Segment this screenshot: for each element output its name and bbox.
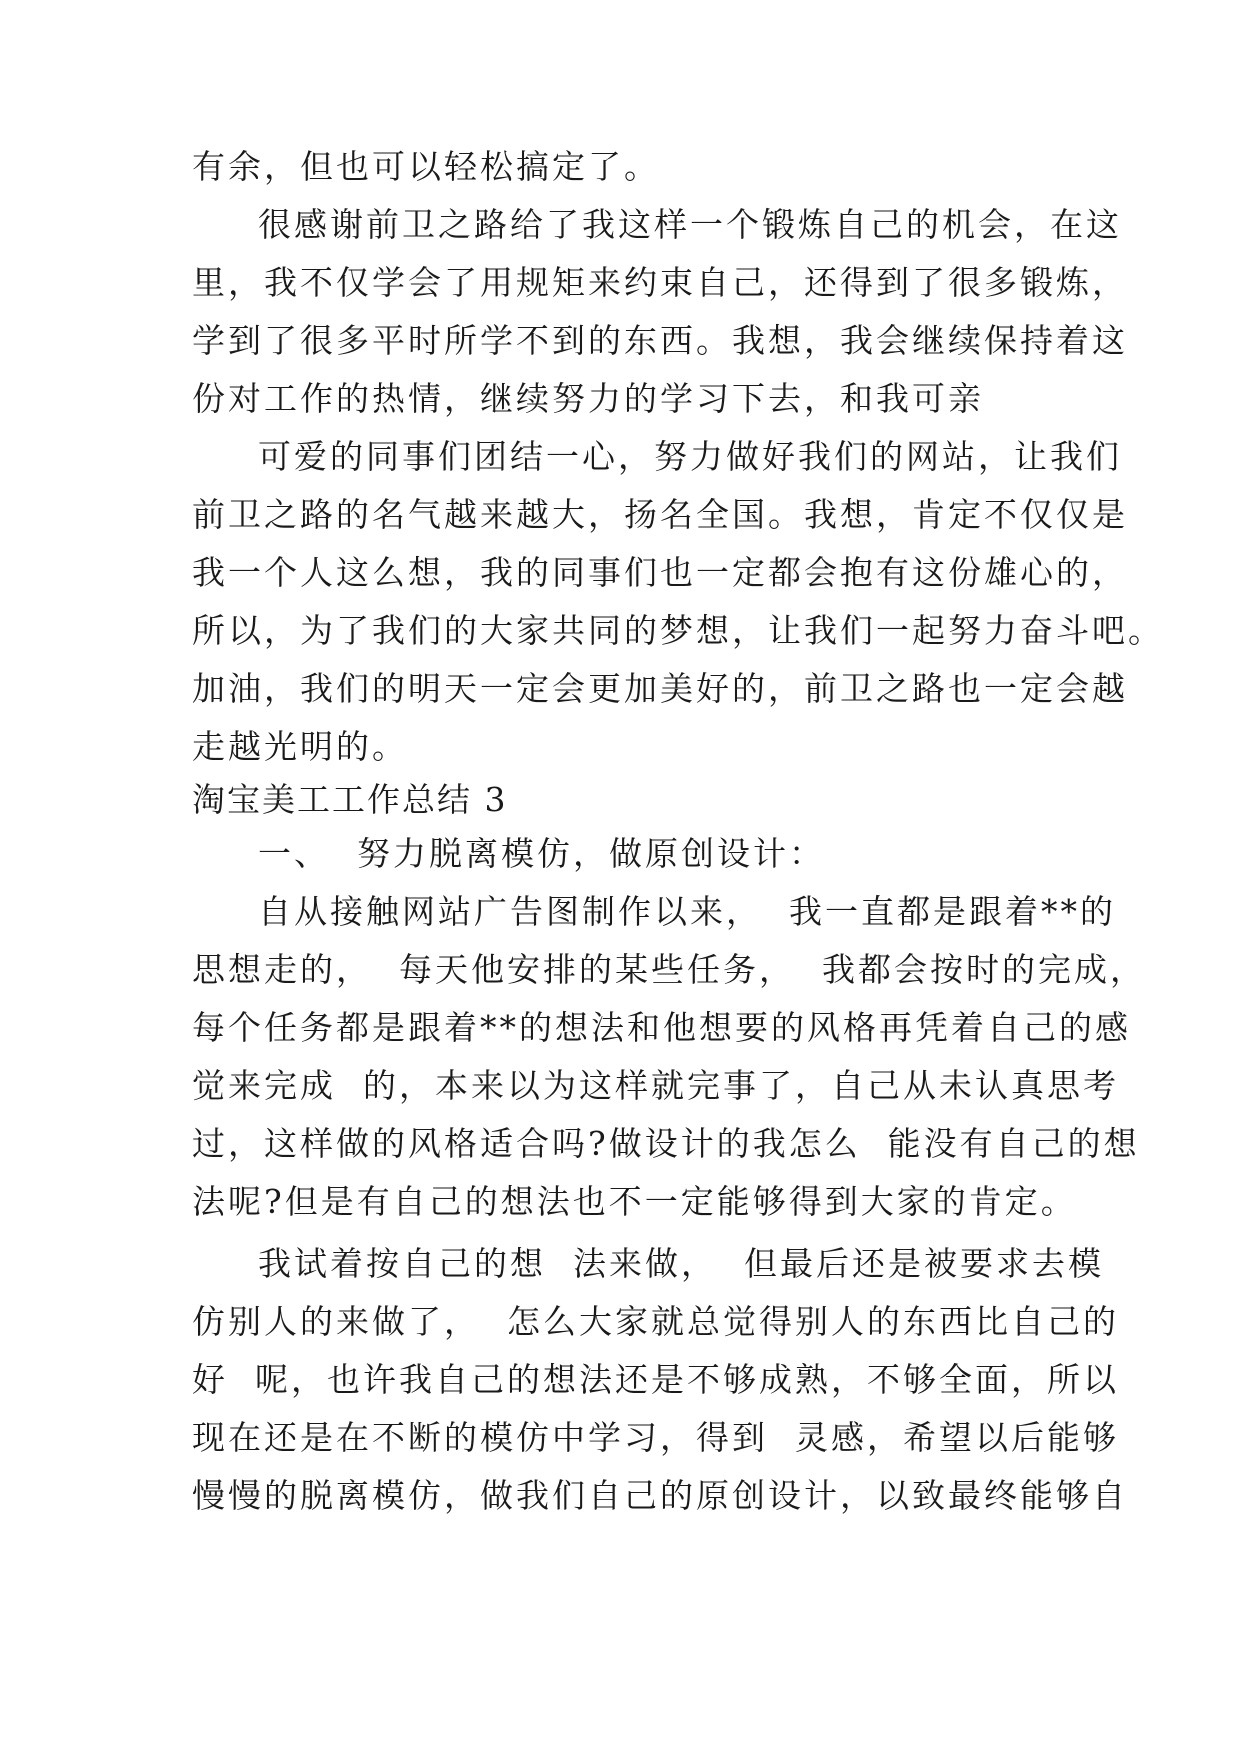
- text-line: 前卫之路的名气越来越大，扬名全国。我想，肯定不仅仅是: [192, 495, 1128, 534]
- text-line: 觉来完成 的，本来以为这样就完事了，自己从未认真思考: [192, 1066, 1119, 1105]
- text-line: 现在还是在不断的模仿中学习，得到 灵感，希望以后能够: [192, 1418, 1119, 1457]
- text-line: 有余，但也可以轻松搞定了。: [192, 147, 660, 186]
- text-line: 加油，我们的明天一定会更加美好的，前卫之路也一定会越: [192, 669, 1128, 708]
- text-line: 走越光明的。: [192, 727, 408, 766]
- text-line: 里，我不仅学会了用规矩来约束自己，还得到了很多锻炼，: [192, 263, 1128, 302]
- text-line: 所以，为了我们的大家共同的梦想，让我们一起努力奋斗吧。: [192, 611, 1164, 650]
- text-line: 思想走的， 每天他安排的某些任务， 我都会按时的完成，: [192, 950, 1146, 989]
- text-line: 慢慢的脱离模仿，做我们自己的原创设计，以致最终能够自: [192, 1476, 1128, 1515]
- text-line: 学到了很多平时所学不到的东西。我想，我会继续保持着这: [192, 321, 1128, 360]
- text-line: 过，这样做的风格适合吗?做设计的我怎么 能没有自己的想: [192, 1124, 1140, 1163]
- paragraph-start: 自从接触网站广告图制作以来， 我一直都是跟着**的: [258, 892, 1116, 931]
- text-line: 每个任务都是跟着**的想法和他想要的风格再凭着自己的感: [192, 1008, 1131, 1047]
- text-line: 仿别人的来做了， 怎么大家就总觉得别人的东西比自己的: [192, 1302, 1119, 1341]
- text-line: 份对工作的热情，继续努力的学习下去，和我可亲: [192, 379, 984, 418]
- paragraph-start: 可爱的同事们团结一心，努力做好我们的网站，让我们: [258, 437, 1122, 476]
- text-line: 好 呢，也许我自己的想法还是不够成熟，不够全面，所以: [192, 1360, 1119, 1399]
- paragraph-start: 我试着按自己的想 法来做， 但最后还是被要求去模: [258, 1244, 1104, 1283]
- text-line: 法呢?但是有自己的想法也不一定能够得到大家的肯定。: [192, 1182, 1077, 1221]
- subsection-heading: 一、 努力脱离模仿，做原创设计：: [258, 834, 825, 873]
- paragraph-start: 很感谢前卫之路给了我这样一个锻炼自己的机会，在这: [258, 205, 1122, 244]
- text-line: 我一个人这么想，我的同事们也一定都会抱有这份雄心的，: [192, 553, 1128, 592]
- section-heading: 淘宝美工工作总结 3: [192, 780, 508, 819]
